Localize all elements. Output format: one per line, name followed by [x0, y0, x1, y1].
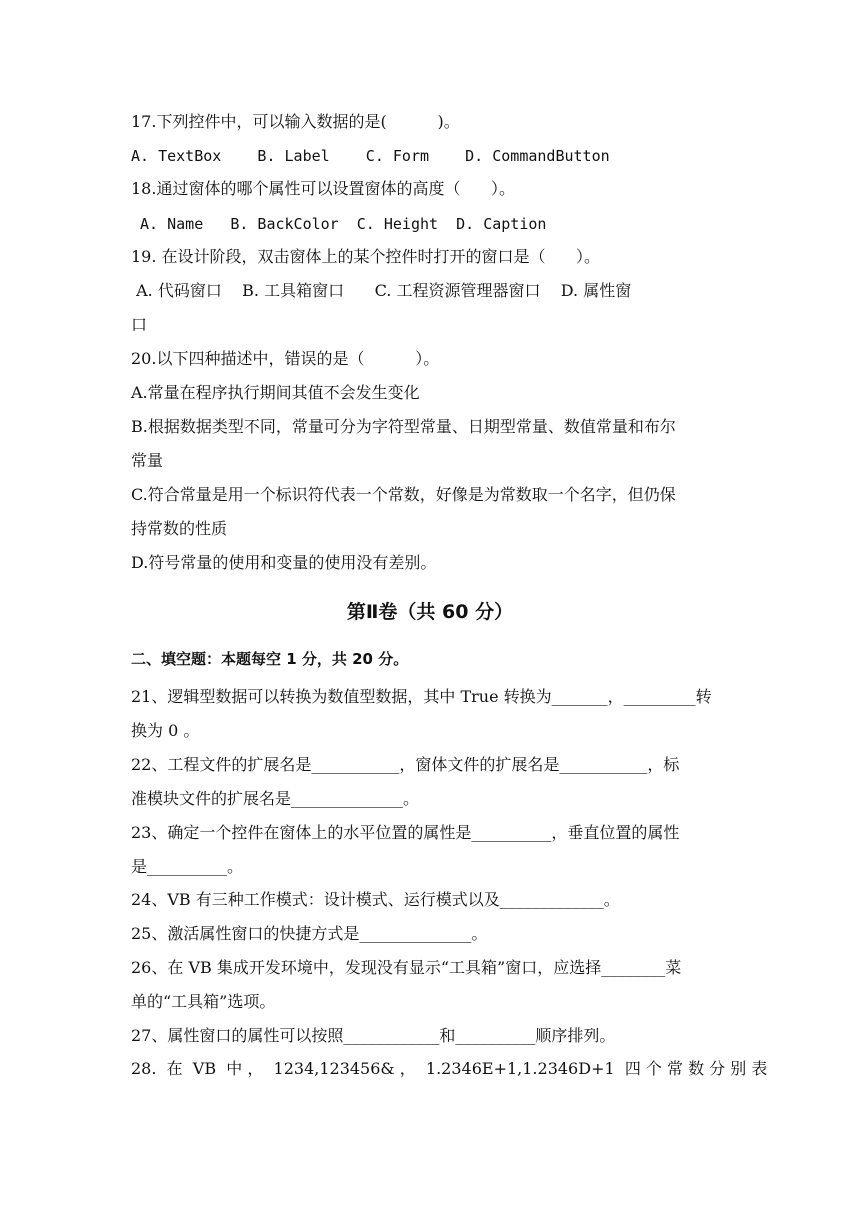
question-19-stem: 19. 在设计阶段，双击窗体上的某个控件时打开的窗口是（ ）。 [131, 247, 601, 266]
question-20-option-a: A.常量在程序执行期间其值不会发生变化 [131, 383, 420, 402]
question-24: 24、VB 有三种工作模式：设计模式、运行模式以及_____________。 [131, 890, 620, 909]
question-26-line2: 单的“工具箱”选项。 [131, 992, 276, 1011]
question-20-option-b-line2: 常量 [131, 451, 164, 470]
question-21-line2: 换为 0 。 [131, 721, 200, 740]
question-19-options-line2: 口 [131, 315, 148, 334]
question-17-options: A. TextBox B. Label C. Form D. CommandButton [131, 147, 610, 165]
question-20-option-c-line1: C.符合常量是用一个标识符代表一个常数，好像是为常数取一个名字，但仍保 [131, 485, 676, 504]
question-19-options-line1: A. 代码窗口 B. 工具箱窗口 C. 工程资源管理器窗口 D. 属性窗 [131, 281, 632, 300]
question-21-line1: 21、逻辑型数据可以转换为数值型数据，其中 True 转换为_______，_________转 [131, 687, 712, 706]
question-20-option-b-line1: B.根据数据类型不同，常量可分为字符型常量、日期型常量、数值常量和布尔 [131, 417, 676, 436]
section-heading-fill-in: 二、填空题：本题每空 1 分，共 20 分。 [131, 650, 409, 668]
question-18-options: A. Name B. BackColor C. Height D. Caption [131, 215, 547, 233]
question-22-line2: 准模块文件的扩展名是______________。 [131, 789, 420, 808]
question-23-line2: 是__________。 [131, 857, 244, 876]
question-22-line1: 22、工程文件的扩展名是___________，窗体文件的扩展名是___________，标 [131, 755, 680, 774]
question-23-line1: 23、确定一个控件在窗体上的水平位置的属性是__________，垂直位置的属性 [131, 823, 680, 842]
question-27: 27、属性窗口的属性可以按照____________和__________顺序排列。 [131, 1026, 616, 1045]
question-25: 25、激活属性窗口的快捷方式是______________。 [131, 924, 488, 943]
part-2-title: 第Ⅱ卷（共 60 分） [346, 601, 514, 623]
question-17-stem: 17.下列控件中，可以输入数据的是( )。 [131, 112, 460, 131]
question-20-stem: 20.以下四种描述中，错误的是（ ）。 [131, 349, 440, 368]
question-26-line1: 26、在 VB 集成开发环境中，发现没有显示“工具箱”窗口，应选择________菜 [131, 958, 682, 977]
question-20-option-c-line2: 持常数的性质 [131, 519, 228, 538]
question-28-line1: 28. 在 VB 中 ， 1234,123456& ， 1.2346E+1,1.2346D+1 四 个 常 数 分 别 表 [131, 1059, 768, 1078]
question-20-option-d: D.符号常量的使用和变量的使用没有差别。 [131, 553, 437, 572]
question-18-stem: 18.通过窗体的哪个属性可以设置窗体的高度（ ）。 [131, 179, 515, 198]
